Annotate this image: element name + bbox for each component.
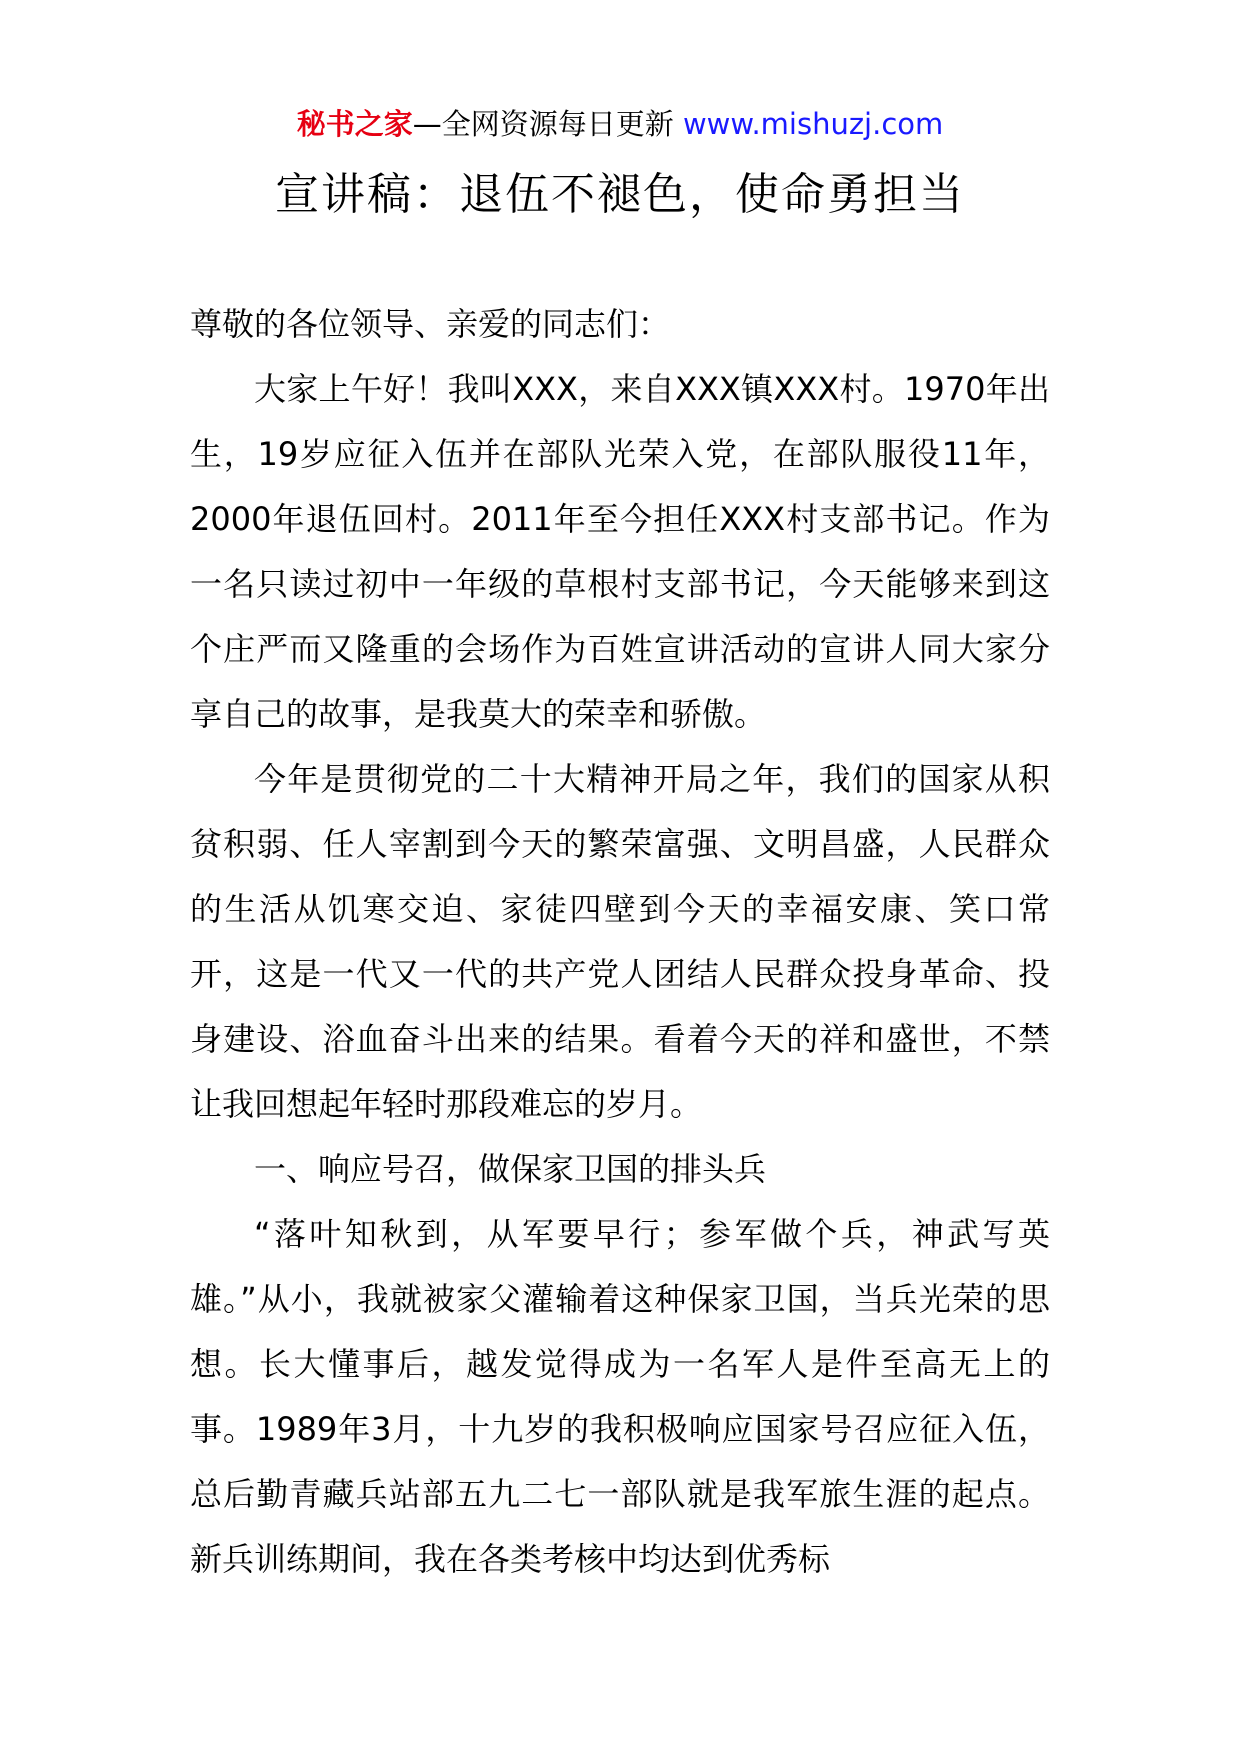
site-url-link[interactable]: www.mishuzj.com	[682, 107, 944, 141]
site-brand: 秘书之家	[296, 107, 413, 141]
site-header	[0, 100, 1240, 148]
salutation: 尊敬的各位领导、亲爱的同志们：	[190, 305, 671, 343]
document-body	[190, 292, 1050, 1592]
site-tagline: —全网资源每日更新	[412, 107, 683, 141]
paragraph-section-1: “落叶知秋到，从军要早行；参军做个兵，神武写英雄。”从小，我就被家父灌输着这种保家卫国，当兵光荣的思想。长大懂事后，越发觉得成为一名军人是件至高无上的事。1989年3月，十九岁的我积极响应国家号召应征入伍，总后勤青藏兵站部五九二七一部队就是我军旅生涯的起点。新兵训练期间，我在各类考核中均达到优秀标	[190, 1215, 1050, 1578]
paragraph-intro: 大家上午好！我叫XXX，来自XXX镇XXX村。1970年出生，19岁应征入伍并在部队光荣入党，在部队服役11年，2000年退伍回村。2011年至今担任XXX村支部书记。作为一名只读过初中一年级的草根村支部书记，今天能够来到这个庄严而又隆重的会场作为百姓宣讲活动的宣讲人同大家分享自己的故事，是我莫大的荣幸和骄傲。	[190, 370, 1050, 733]
document-title: 宣讲稿：退伍不褪色，使命勇担当	[275, 169, 965, 220]
section-heading-1: 一、响应号召，做保家卫国的排头兵	[254, 1150, 767, 1188]
paragraph-context: 今年是贯彻党的二十大精神开局之年，我们的国家从积贫积弱、任人宰割到今天的繁荣富强、文明昌盛，人民群众的生活从饥寒交迫、家徒四壁到今天的幸福安康、笑口常开，这是一代又一代的共产党人团结人民群众投身革命、投身建设、浴血奋斗出来的结果。看着今天的祥和盛世，不禁让我回想起年轻时那段难忘的岁月。	[190, 760, 1050, 1123]
